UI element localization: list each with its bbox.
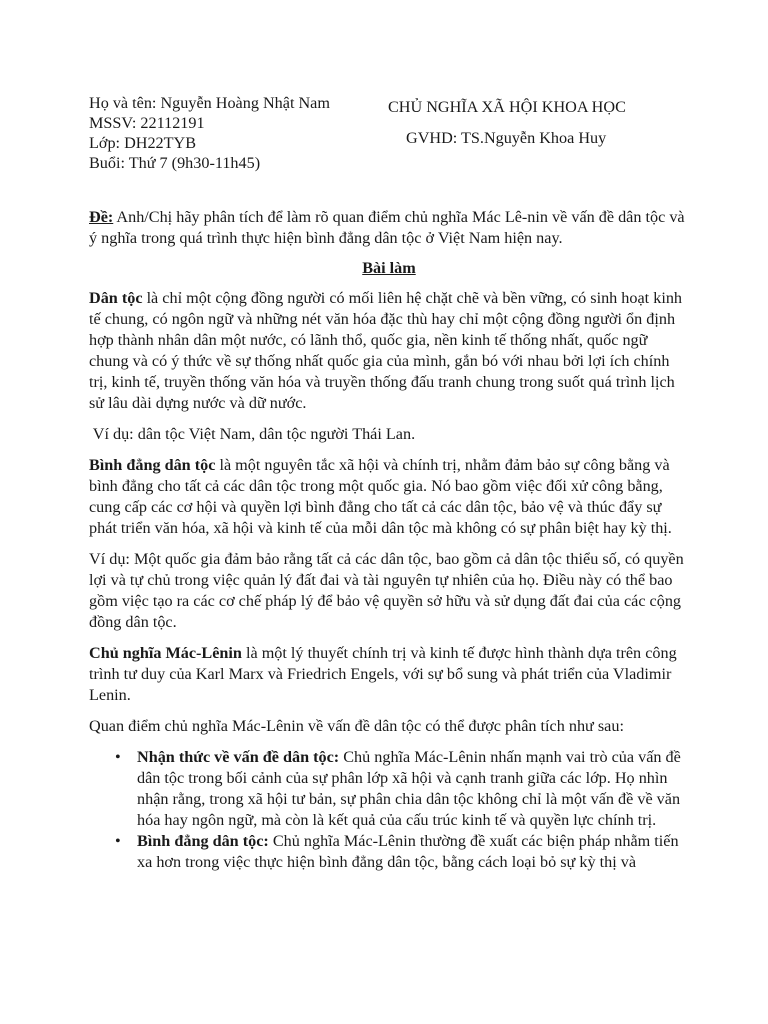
- essay-title: Bài làm: [362, 259, 416, 277]
- bullet-icon: •: [115, 748, 121, 766]
- student-class: Lớp: DH22TYB: [89, 134, 197, 152]
- text-dan-toc: là chỉ một cộng đồng người có mối liên hệ chặt chẽ và bền vững, có sinh hoạt kinh tế chung, có ngôn ngữ và những nét văn hóa đặc thù hay chỉ một cộng đồng người ổn định hợp thành nhân dân một nước, có lãnh thổ, quốc gia, nền kinh tế thống nhất, quốc ngữ chung và có ý thức về sự thống nhất quốc gia của mình, gắn bó với nhau bởi lợi ích chính trị, kinh tế, truyền thống văn hóa và truyền thống đấu tranh chung trong suốt quá trình lịch sử lâu dài dựng nước và dữ nước.: [89, 289, 683, 412]
- student-name: Họ và tên: Nguyễn Hoàng Nhật Nam: [89, 94, 330, 112]
- list-item: [115, 747, 689, 831]
- course-subject: CHỦ NGHĨA XÃ HỘI KHOA HỌC: [388, 98, 626, 116]
- term-mac-lenin: Chủ nghĩa Mác-Lênin: [89, 644, 242, 662]
- assignment-prompt: [89, 207, 689, 249]
- paragraph-dan-toc: [89, 288, 689, 414]
- paragraph-example-1: Ví dụ: dân tộc Việt Nam, dân tộc người Thái Lan.: [89, 425, 416, 443]
- list-item: [115, 831, 689, 873]
- prompt-text: Anh/Chị hãy phân tích để làm rõ quan điểm chủ nghĩa Mác Lê-nin về vấn đề dân tộc và ý nghĩa trong quá trình thực hiện bình đẳng dân tộc ở Việt Nam hiện nay.: [89, 208, 685, 247]
- paragraph-mac-lenin: [89, 643, 689, 706]
- course-info: [388, 97, 668, 147]
- list-item-term: Nhận thức về vấn đề dân tộc:: [137, 748, 340, 766]
- paragraph-analysis-intro: Quan điểm chủ nghĩa Mác-Lênin về vấn đề dân tộc có thể được phân tích như sau:: [89, 717, 624, 735]
- paragraph-example-2: Ví dụ: Một quốc gia đảm bảo rằng tất cả các dân tộc, bao gồm cả dân tộc thiểu số, có quyền lợi và tự chủ trong việc quản lý đất đai và tài nguyên tự nhiên của họ. Điều này có thể bao gồm việc tạo ra các cơ chế pháp lý để bảo vệ quyền sở hữu và sử dụng đất đai của các cộng đồng dân tộc.: [89, 550, 684, 631]
- student-id: MSSV: 22112191: [89, 114, 205, 132]
- course-instructor: GVHD: TS.Nguyễn Khoa Huy: [406, 129, 607, 147]
- class-session: Buổi: Thứ 7 (9h30-11h45): [89, 154, 261, 172]
- list-item-text: Chủ nghĩa Mác-Lênin thường đề xuất các biện pháp nhằm tiến xa hơn trong việc thực hiện bình đẳng dân tộc, bằng cách loại bỏ sự kỳ thị và: [137, 832, 679, 871]
- text-binh-dang: là một nguyên tắc xã hội và chính trị, nhằm đảm bảo sự công bằng và bình đẳng cho tất cả các dân tộc trong một quốc gia. Nó bao gồm việc đối xử công bằng, cung cấp các cơ hội và quyền lợi bình đẳng cho tất cả các dân tộc, bảo vệ và thúc đẩy sự phát triển văn hóa, xã hội và kinh tế của mỗi dân tộc mà không có sự phân biệt hay kỳ thị.: [89, 456, 672, 537]
- student-info: [89, 93, 389, 173]
- bullet-icon: •: [115, 832, 121, 850]
- essay-body: [89, 207, 689, 873]
- analysis-list: [89, 747, 689, 873]
- term-binh-dang: Bình đẳng dân tộc: [89, 456, 216, 474]
- prompt-label: Đề:: [89, 208, 114, 226]
- paragraph-binh-dang: [89, 455, 689, 539]
- list-item-text: Chủ nghĩa Mác-Lênin nhấn mạnh vai trò của vấn đề dân tộc trong bối cảnh của sự phân lớp xã hội và cạnh tranh giữa các lớp. Họ nhìn nhận rằng, trong xã hội tư bản, sự phân chia dân tộc không chỉ là một vấn đề về văn hóa hay ngôn ngữ, mà còn là kết quả của cấu trúc kinh tế và quyền lực chính trị.: [137, 748, 681, 829]
- text-mac-lenin: là một lý thuyết chính trị và kinh tế được hình thành dựa trên công trình tư duy của Karl Marx và Friedrich Engels, với sự bổ sung và phát triển của Vladimir Lenin.: [89, 644, 677, 704]
- list-item-term: Bình đẳng dân tộc:: [137, 832, 269, 850]
- term-dan-toc: Dân tộc: [89, 289, 143, 307]
